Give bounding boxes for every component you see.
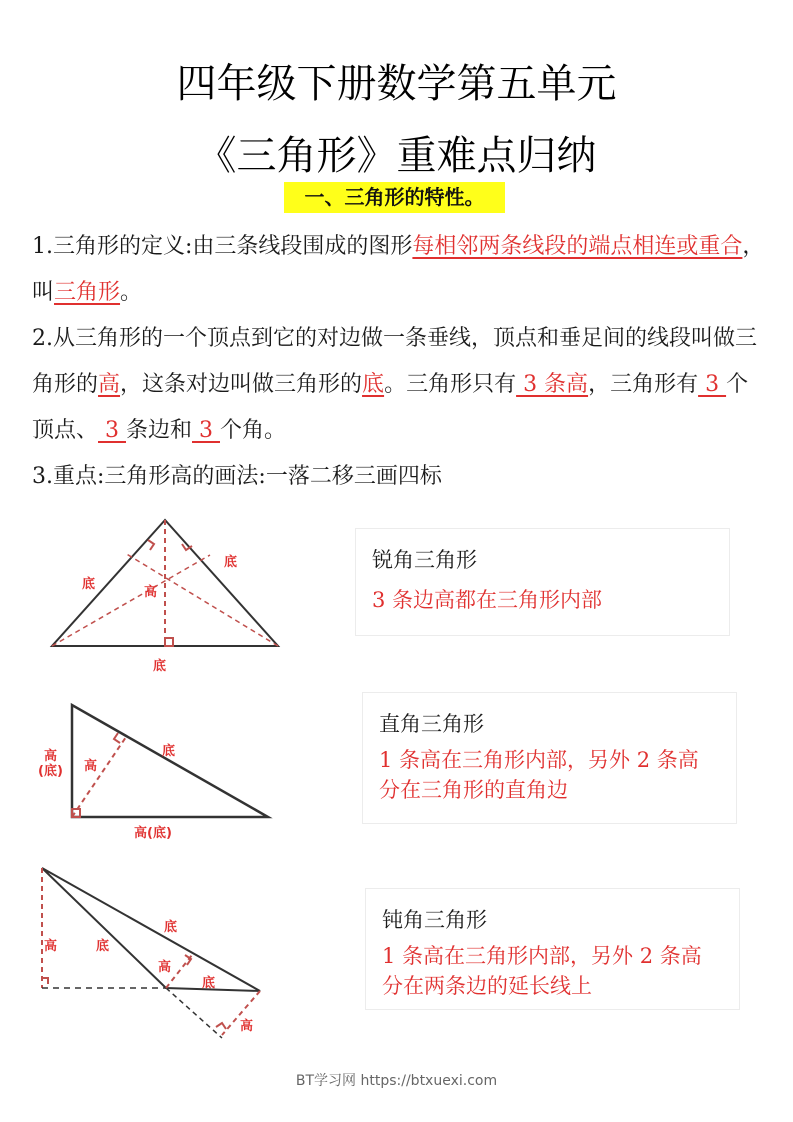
doc-title-line1: 四年级下册数学第五单元	[176, 61, 617, 107]
section-heading: 一、三角形的特性。	[284, 182, 505, 213]
point-2-answer-angles: 3	[192, 418, 220, 443]
point-2-text-1: 2.从三角形的一个顶点到它的对边做一条垂线，顶点和垂足间的线段叫做三角形的	[32, 326, 757, 397]
label-height: 高	[144, 585, 158, 600]
point-1	[32, 224, 767, 316]
point-1-suffix: 。	[120, 280, 143, 305]
point-2-answer-sides: 3	[98, 418, 126, 443]
card-acute-desc: 3 条边高都在三角形内部	[372, 588, 603, 612]
label-base: 底	[164, 920, 178, 935]
label-height: 高	[44, 939, 58, 954]
card-obtuse	[365, 888, 740, 1010]
point-2-answer-vertices: 3	[698, 372, 727, 397]
card-obtuse-desc-2: 分在两条边的延长线上	[382, 974, 592, 998]
point-3: 3.重点:三角形高的画法:一落二移三画四标	[32, 464, 442, 489]
label-base: 底	[82, 577, 96, 592]
point-2-answer-heights: 3 条高	[516, 372, 589, 397]
label-base: 底	[96, 939, 110, 954]
point-2-text-7: 个角。	[220, 418, 287, 443]
point-1-mid: ，叫	[32, 234, 765, 305]
point-1-prefix: 1.三角形的定义:由三条线段围成的图形	[32, 234, 413, 259]
card-right-desc-2: 分在三角形的直角边	[379, 778, 568, 802]
label-height: 高	[44, 749, 58, 764]
point-2-text-4: ，三角形有	[588, 372, 699, 397]
label-height: 高	[84, 759, 98, 774]
point-2-text-3: 。三角形只有	[384, 372, 517, 397]
label-height: 高	[158, 960, 172, 975]
label-height-base: 高(底)	[134, 826, 172, 841]
label-base: 底	[162, 744, 176, 759]
point-2-text-5: 个顶点、	[32, 372, 749, 443]
label-height-base: (底)	[38, 764, 63, 779]
point-2-answer-height: 高	[98, 372, 121, 397]
acute-triangle-diagram	[30, 510, 300, 680]
label-base: 底	[224, 555, 238, 570]
point-2-text-6: 条边和	[126, 418, 193, 443]
label-base: 底	[153, 659, 167, 674]
card-right-type: 直角三角形	[379, 712, 484, 736]
card-obtuse-type: 钝角三角形	[382, 908, 487, 932]
point-2	[32, 316, 767, 454]
point-1-answer-2: 三角形	[54, 280, 121, 305]
label-base: 底	[202, 976, 216, 991]
doc-title-line2: 《三角形》重难点归纳	[196, 133, 597, 179]
obtuse-triangle-diagram	[30, 855, 280, 1045]
right-triangle-diagram	[30, 695, 290, 850]
card-acute-type: 锐角三角形	[372, 548, 477, 572]
label-height: 高	[240, 1019, 254, 1034]
point-2-answer-base: 底	[362, 372, 385, 397]
card-obtuse-desc-1: 1 条高在三角形内部，另外 2 条高	[382, 944, 702, 968]
point-1-answer-1: 每相邻两条线段的端点相连或重合	[412, 234, 743, 259]
card-right-desc-1: 1 条高在三角形内部，另外 2 条高	[379, 748, 699, 772]
card-right	[362, 692, 737, 824]
point-2-text-2: ，这条对边叫做三角形的	[120, 372, 363, 397]
card-acute	[355, 528, 730, 636]
footer-watermark: BT学习网 https://btxuexi.com	[295, 1073, 498, 1089]
